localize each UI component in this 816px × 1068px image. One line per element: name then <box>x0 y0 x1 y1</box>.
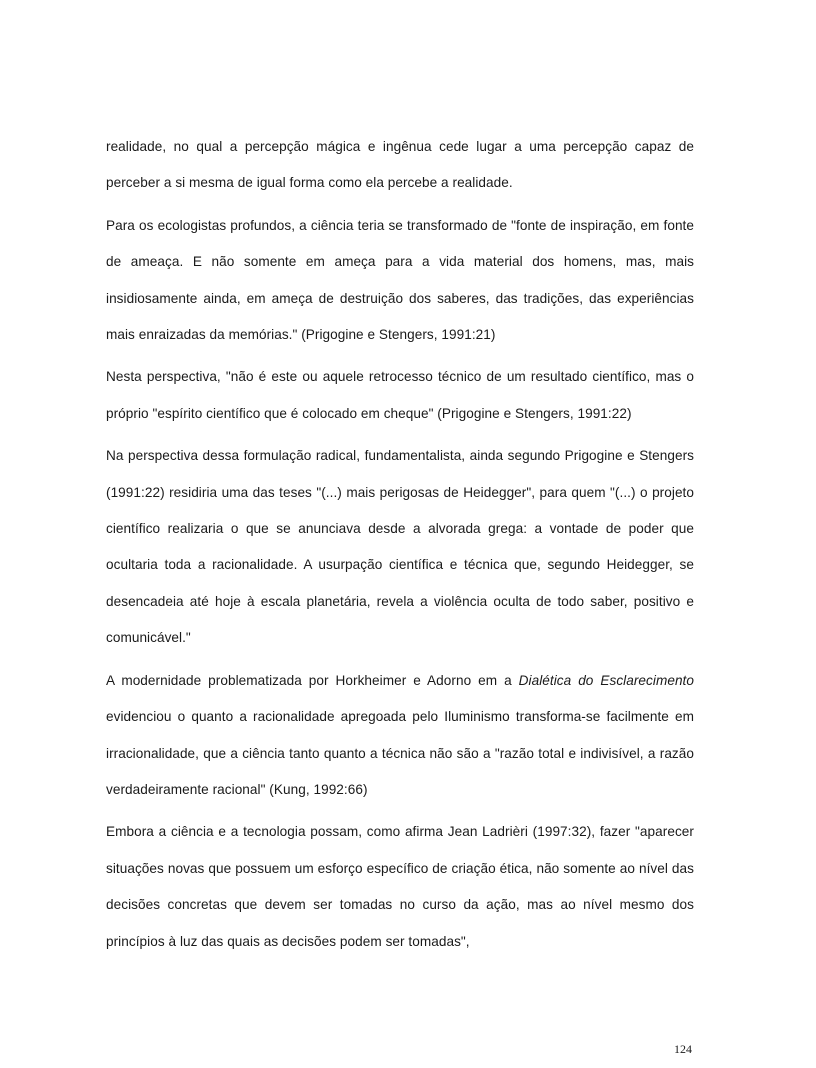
text-run: Para os ecologistas profundos, a ciência teria se transformado de "fonte de inspiração, em fonte de ameaça. E não somente em ameça para a vida material dos homens, mas, mais insidiosamente ainda, em ameça de destruição dos saberes, das tradições, das experiências mais enraizadas da memórias." (Prigogine e Stengers, 1991:21) <box>106 217 694 343</box>
paragraph <box>106 814 694 960</box>
text-run: Nesta perspectiva, "não é este ou aquele retrocesso técnico de um resultado científico, mas o próprio "espírito científico que é colocado em cheque" (Prigogine e Stengers, 1991:22) <box>106 369 694 421</box>
paragraph <box>106 438 694 656</box>
text-run: realidade, no qual a percepção mágica e ingênua cede lugar a uma percepção capaz de perceber a si mesma de igual forma como ela percebe a realidade. <box>106 139 694 191</box>
text-run: evidenciou o quanto a racionalidade apregoada pelo Iluminismo transforma-se facilmente em irracionalidade, que a ciência tanto quanto a técnica não são a "razão total e indivisível, a razão verdadeiramente racional" (Kung, 1992:66) <box>106 709 694 797</box>
text-run: A modernidade problematizada por Horkheimer e Adorno em a <box>106 672 519 688</box>
paragraph <box>106 663 694 809</box>
text-run: Na perspectiva dessa formulação radical, fundamentalista, ainda segundo Prigogine e Stengers (1991:22) residiria uma das teses "(...) mais perigosas de Heidegger", para quem "(...) o projeto científico realizaria o que se anunciava desde a alvorada grega: a vontade de poder que ocultaria toda a racionalidade. A usurpação científica e técnica que, segundo Heidegger, se desencadeia até hoje à escala planetária, revela a violência oculta de todo saber, positivo e comunicável." <box>106 448 694 646</box>
page-number: 124 <box>674 1042 692 1056</box>
paragraph <box>106 129 694 202</box>
paragraph <box>106 208 694 354</box>
paragraph <box>106 359 694 432</box>
book-title: Dialética do Esclarecimento <box>518 672 694 688</box>
body-text <box>106 129 694 960</box>
text-run: Embora a ciência e a tecnologia possam, como afirma Jean Ladrièri (1997:32), fazer "aparecer situações novas que possuem um esforço específico de criação ética, não somente ao nível das decisões concretas que devem ser tomadas no curso da ação, mas ao nível mesmo dos princípios à luz das quais as decisões podem ser tomadas", <box>106 824 694 949</box>
